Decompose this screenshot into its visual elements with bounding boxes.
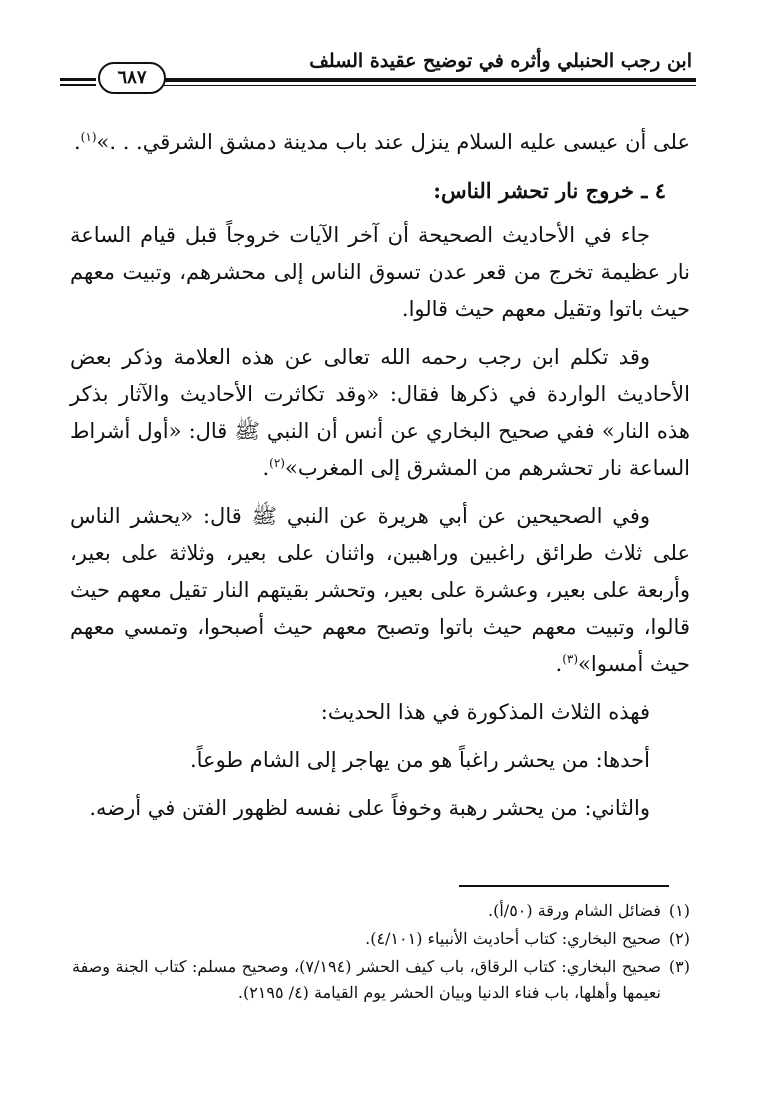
paragraph-end: . <box>555 652 563 676</box>
footnote-number: (١) <box>668 901 690 920</box>
paragraph-sahihayn <box>70 498 690 683</box>
paragraph-end: . <box>73 130 81 154</box>
header-rule-thick <box>164 78 696 82</box>
paragraph-three-groups: فهذه الثلاث المذكورة في هذا الحديث: <box>320 700 650 724</box>
footnote-number: (٢) <box>668 929 690 948</box>
footnote-ref-1: (١) <box>80 130 97 144</box>
paragraph-second-group: والثاني: من يحشر رهبة وخوفاً على نفسه لظهور الفتن في أرضه. <box>89 796 650 820</box>
paragraph-text: على أن عيسى عليه السلام ينزل عند باب مدينة دمشق الشرقي. . .» <box>96 130 690 154</box>
paragraph-hadith-intro: جاء في الأحاديث الصحيحة أن آخر الآيات خروجاً قبل قيام الساعة نار عظيمة تخرج من قعر عدن تسوق الناس إلى محشرهم، وتبيت معهم حيث باتوا وتقيل معهم حيث قالوا. <box>70 223 690 321</box>
footnote-item <box>72 954 690 1006</box>
footnote-text: فضائل الشام ورقة (٥٠/أ). <box>488 901 661 920</box>
header-rule-thin <box>164 85 696 86</box>
footnote-ref-2: (٢) <box>269 456 285 470</box>
footnote-item <box>72 898 690 924</box>
header-rule-left-lower <box>60 84 96 86</box>
paragraph-continuation <box>70 124 690 161</box>
footnote-separator <box>459 885 669 887</box>
footnote-text: صحيح البخاري: كتاب أحاديث الأنبياء (٤/١٠١). <box>365 929 661 948</box>
main-text <box>70 124 690 838</box>
paragraph-first-group: أحدها: من يحشر راغباً هو من يهاجر إلى الشام طوعاً. <box>189 748 650 772</box>
section-heading: ٤ ـ خروج نار تحشر الناس: <box>433 178 666 203</box>
footnote-item <box>72 926 690 952</box>
paragraph-text: وفي الصحيحين عن أبي هريرة عن النبي ﷺ قال: «يحشر الناس على ثلاث طرائق راغبين وراهبين، واثنان على بعير، وثلاثة على بعير، وأربعة على بعير، وعشرة على بعير، وتحشر بقيتهم النار تقيل معهم حيث قالوا، وتبيت معهم حيث باتوا وتصبح معهم حيث أصبحوا، وتمسي معهم حيث أمسوا» <box>70 504 690 676</box>
paragraph-ibn-rajab <box>70 339 690 487</box>
header-rule-left-upper <box>60 78 96 81</box>
footnote-number: (٣) <box>668 957 690 976</box>
paragraph-text: وقد تكلم ابن رجب رحمه الله تعالى عن هذه العلامة وذكر بعض الأحاديث الواردة في ذكرها فقال: «وقد تكاثرت الأحاديث والآثار بذكر هذه النار» ففي صحيح البخاري عن أنس أن النبي ﷺ قال: «أول أشراط الساعة نار تحشرهم من المشرق إلى المغرب» <box>70 345 690 480</box>
page-header <box>60 48 696 96</box>
footnotes <box>72 898 690 1008</box>
running-title: ابن رجب الحنبلي وأثره في توضيح عقيدة السلف <box>309 50 692 72</box>
footnote-text: صحيح البخاري: كتاب الرقاق، باب كيف الحشر (٧/١٩٤)، وصحيح مسلم: كتاب الجنة وصفة نعيمها وأهلها، باب فناء الدنيا وبيان الحشر يوم القيامة (٤/ ٢١٩٥). <box>72 957 661 1002</box>
footnote-ref-3: (٣) <box>562 652 579 666</box>
page-number-badge: ٦٨٧ <box>98 62 166 94</box>
paragraph-end: . <box>262 456 270 480</box>
